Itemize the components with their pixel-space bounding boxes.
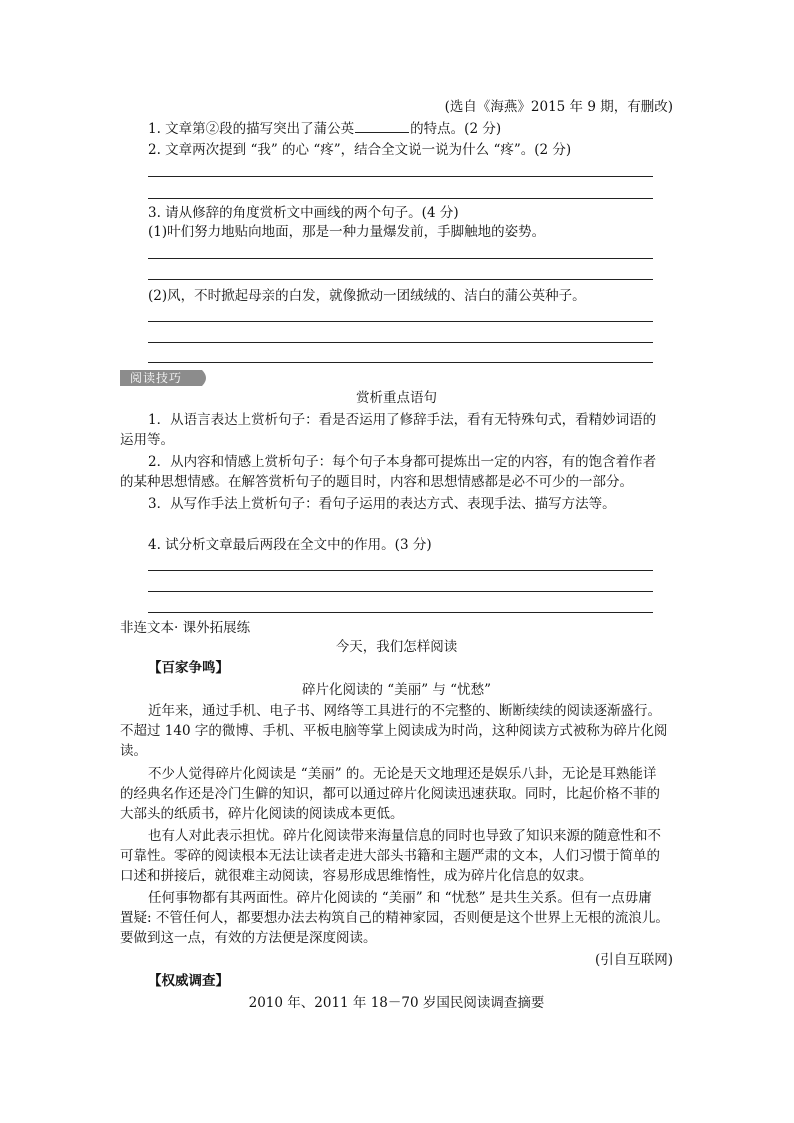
extension-section-label: 非连文本· 课外拓展练 [120, 620, 251, 636]
survey-title: 2010 年、2011 年 18－70 岁国民阅读调查摘要 [248, 995, 545, 1011]
question-3-1: (1)叶们努力地贴向地面，那是一种力量爆发前，手脚触地的姿势。 [148, 224, 546, 240]
question-1 [148, 119, 673, 139]
answer-line[interactable] [148, 198, 653, 199]
question-4: 4. 试分析文章最后两段在全文中的作用。(3 分) [148, 537, 432, 553]
tip-1-line-2: 运用等。 [120, 432, 174, 448]
para-4-line-3: 要做到这一点，有效的方法便是深度阅读。 [120, 930, 377, 946]
answer-line[interactable] [148, 342, 653, 343]
tip-1-line-1: 1．从语言表达上赏析句子：看是否运用了修辞手法，看有无特殊句式，看精妙词语的 [148, 412, 657, 428]
question-2: 2. 文章两次提到 “我” 的心 “疼”，结合全文说一说为什么 “疼”。(2 分) [148, 142, 572, 158]
answer-line[interactable] [148, 258, 653, 259]
heading-debate: 【百家争鸣】 [148, 660, 229, 676]
question-1-text: 1. 文章第②段的描写突出了蒲公英 [148, 121, 355, 137]
answer-line[interactable] [148, 176, 653, 177]
tip-2-line-1: 2．从内容和情感上赏析句子：每个句子本身都可提炼出一定的内容，有的饱含着作者 [148, 454, 657, 470]
para-1-line-2: 不超过 140 字的微博、手机、平板电脑等掌上阅读成为时尚，这种阅读方式被称为碎片化阅 [120, 723, 668, 739]
question-3: 3. 请从修辞的角度赏析文中画线的两个句子。(4 分) [148, 205, 459, 221]
para-1-line-3: 读。 [120, 743, 147, 759]
tips-title: 赏析重点语句 [356, 390, 437, 406]
para-2-line-3: 大部头的纸质书，碎片化阅读的阅读成本更低。 [120, 806, 404, 822]
reading-tips-tag [120, 370, 210, 386]
para-3-line-2: 可靠性。零碎的阅读根本无法让读者走进大部头书籍和主题严肃的文本，人们习惯于简单的 [120, 848, 660, 864]
answer-line[interactable] [148, 279, 653, 280]
answer-line[interactable] [148, 362, 653, 363]
para-2-line-2: 的经典名作还是冷门生僻的知识，都可以通过碎片化阅读迅速获取。同时，比起价格不菲的 [120, 786, 660, 802]
para-4-line-1: 任何事物都有其两面性。碎片化阅读的 “美丽” 和 “忧愁” 是共生关系。但有一点毋庸 [148, 890, 652, 906]
tip-2-line-2: 的某种思想情感。在解答赏析句子的题目时，内容和思想情感都是必不可少的一部分。 [120, 474, 633, 490]
source-note: (选自《海燕》2015 年 9 期，有删改) [444, 99, 673, 115]
answer-line[interactable] [148, 321, 653, 322]
para-3-line-3: 口述和拼接后，就很难主动阅读，容易形成思维惰性，成为碎片化信息的奴隶。 [120, 868, 593, 884]
citation: (引自互联网) [594, 952, 673, 968]
answer-line[interactable] [148, 570, 653, 571]
question-1-suffix: 的特点。(2 分) [410, 121, 502, 137]
para-2-line-1: 不少人觉得碎片化阅读是 “美丽” 的。无论是天文地理还是娱乐八卦，无论是耳熟能详 [148, 766, 657, 782]
answer-blank[interactable] [355, 120, 409, 133]
tip-3-line-1: 3．从写作手法上赏析句子：看句子运用的表达方式、表现手法、描写方法等。 [148, 496, 616, 512]
reading-tips-label: 阅读技巧 [130, 371, 183, 385]
question-3-2: (2)风，不时掀起母亲的白发，就像掀动一团绒绒的、洁白的蒲公英种子。 [148, 288, 586, 304]
answer-line[interactable] [148, 612, 653, 613]
extension-title: 今天，我们怎样阅读 [335, 639, 458, 655]
para-4-line-2: 置疑: 不管任何人，都要想办法去构筑自己的精神家园，否则便是这个世界上无根的流浪儿。 [120, 910, 669, 926]
para-3-line-1: 也有人对此表示担忧。碎片化阅读带来海量信息的同时也导致了知识来源的随意性和不 [148, 828, 661, 844]
heading-survey: 【权威调查】 [148, 973, 229, 989]
article-title: 碎片化阅读的 “美丽” 与 “忧愁” [302, 682, 491, 698]
para-1-line-1: 近年来，通过手机、电子书、网络等工具进行的不完整的、断断续续的阅读逐渐盛行。 [148, 703, 661, 719]
answer-line[interactable] [148, 591, 653, 592]
